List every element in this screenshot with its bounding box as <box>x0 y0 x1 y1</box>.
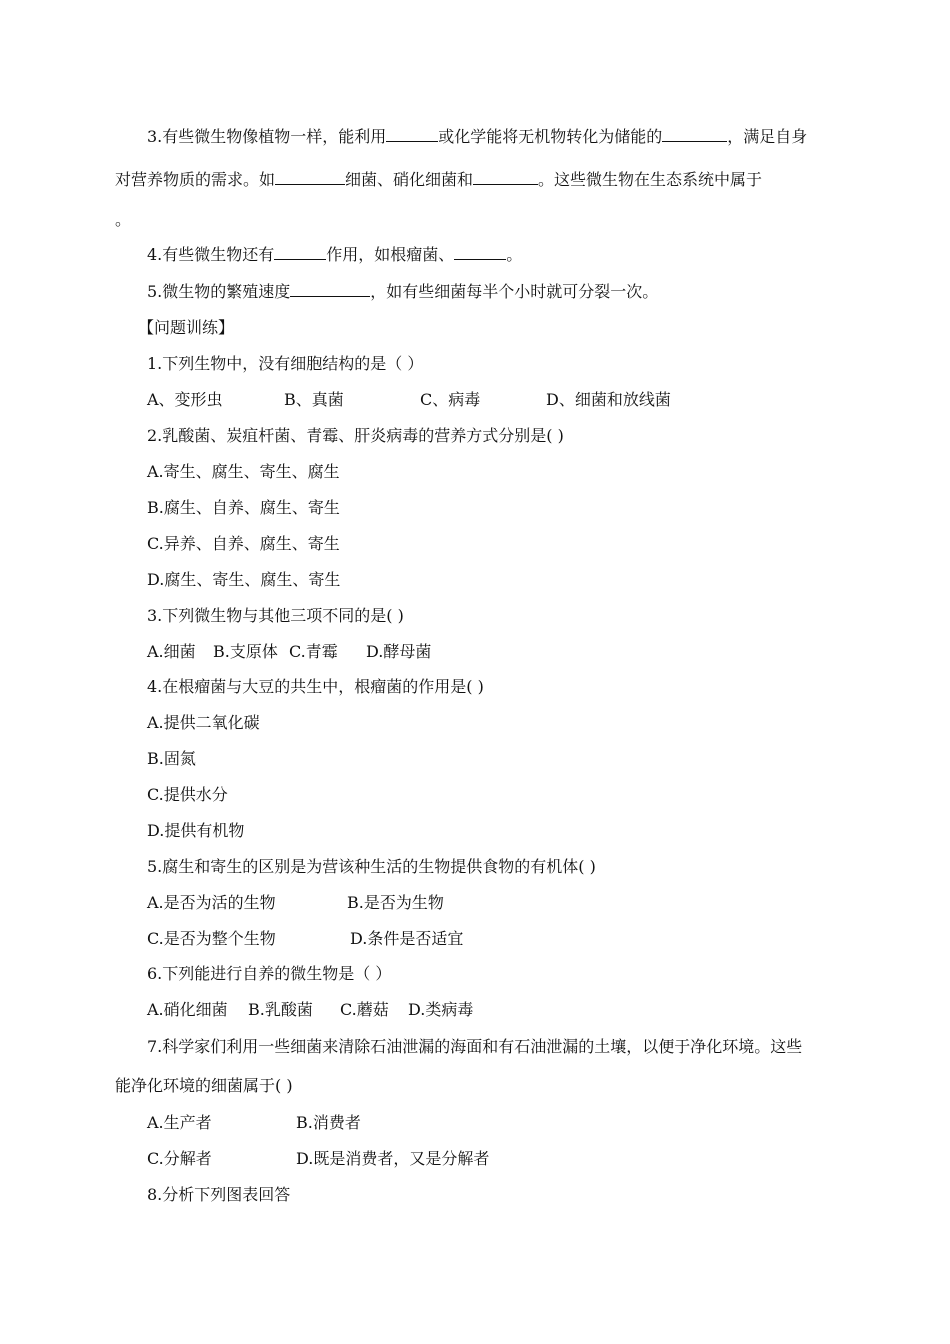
question-stem-cont: 能净化环境的细菌属于( ) <box>115 1076 293 1095</box>
option: C、病毒 <box>420 390 481 409</box>
option: D.提供有机物 <box>147 821 245 840</box>
section-title: 【问题训练】 <box>138 318 235 337</box>
blank <box>275 170 345 185</box>
option: D.既是消费者，又是分解者 <box>296 1149 490 1168</box>
option: B.腐生、自养、腐生、寄生 <box>147 498 340 517</box>
blank <box>386 127 438 142</box>
option: D.腐生、寄生、腐生、寄生 <box>147 570 341 589</box>
option: B.支原体 <box>213 642 278 661</box>
blank <box>662 127 727 142</box>
option: C.蘑菇 <box>340 1000 389 1019</box>
text: 对营养物质的需求。如 <box>115 170 276 189</box>
question-stem: 7.科学家们利用一些细菌来清除石油泄漏的海面和有石油泄漏的土壤，以便于净化环境。这些 <box>147 1037 803 1056</box>
question-stem: 8.分析下列图表回答 <box>147 1185 291 1204</box>
fill-q4 <box>147 245 522 265</box>
question-stem: 1.下列生物中，没有细胞结构的是（ ） <box>147 354 424 373</box>
option: A.细菌 <box>147 642 196 661</box>
option: D.条件是否适宜 <box>350 929 464 948</box>
blank <box>290 282 370 297</box>
option: B.乳酸菌 <box>248 1000 313 1019</box>
option: A.提供二氧化碳 <box>147 713 260 732</box>
option: D.酵母菌 <box>366 642 432 661</box>
option: D、细菌和放线菌 <box>546 390 671 409</box>
question-stem: 3.下列微生物与其他三项不同的是( ) <box>147 606 404 625</box>
fill-q3-line2 <box>115 170 762 190</box>
option: A、变形虫 <box>147 390 223 409</box>
option: C.青霉 <box>289 642 338 661</box>
question-stem: 5.腐生和寄生的区别是为营该种生活的生物提供食物的有机体( ) <box>147 857 596 876</box>
option: A.生产者 <box>147 1113 212 1132</box>
text: 细菌、硝化细菌和 <box>345 170 474 189</box>
option: C.是否为整个生物 <box>147 929 276 948</box>
text: 。这些微生物在生态系统中属于 <box>538 170 763 189</box>
fill-q5 <box>147 282 658 302</box>
text: ，满足自身 <box>727 127 808 146</box>
option: C.提供水分 <box>147 785 228 804</box>
text: 5.微生物的繁殖速度 <box>147 282 291 301</box>
question-stem: 6.下列能进行自养的微生物是（ ） <box>147 964 392 983</box>
option: B.固氮 <box>147 749 196 768</box>
option: A.是否为活的生物 <box>147 893 276 912</box>
fill-q3-line3 <box>115 210 131 230</box>
option: C.异养、自养、腐生、寄生 <box>147 534 340 553</box>
option: C.分解者 <box>147 1149 212 1168</box>
option: B.消费者 <box>296 1113 361 1132</box>
text: 。 <box>506 245 523 264</box>
blank <box>274 245 326 260</box>
option: A.硝化细菌 <box>147 1000 228 1019</box>
blank <box>454 245 506 260</box>
option: A.寄生、腐生、寄生、腐生 <box>147 462 340 481</box>
blank <box>473 170 538 185</box>
option: D.类病毒 <box>408 1000 474 1019</box>
text: 。 <box>115 210 132 229</box>
text: 4.有些微生物还有 <box>147 245 275 264</box>
text: ，如有些细菌每半个小时就可分裂一次。 <box>370 282 659 301</box>
text: 或化学能将无机物转化为储能的 <box>438 127 663 146</box>
fill-q3-line1 <box>147 127 807 147</box>
option: B.是否为生物 <box>347 893 444 912</box>
text: 3.有些微生物像植物一样，能利用 <box>147 127 387 146</box>
option: B、真菌 <box>284 390 344 409</box>
question-stem: 4.在根瘤菌与大豆的共生中，根瘤菌的作用是( ) <box>147 677 484 696</box>
text: 作用，如根瘤菌、 <box>326 245 455 264</box>
question-stem: 2.乳酸菌、炭疽杆菌、青霉、肝炎病毒的营养方式分别是( ) <box>147 426 564 445</box>
